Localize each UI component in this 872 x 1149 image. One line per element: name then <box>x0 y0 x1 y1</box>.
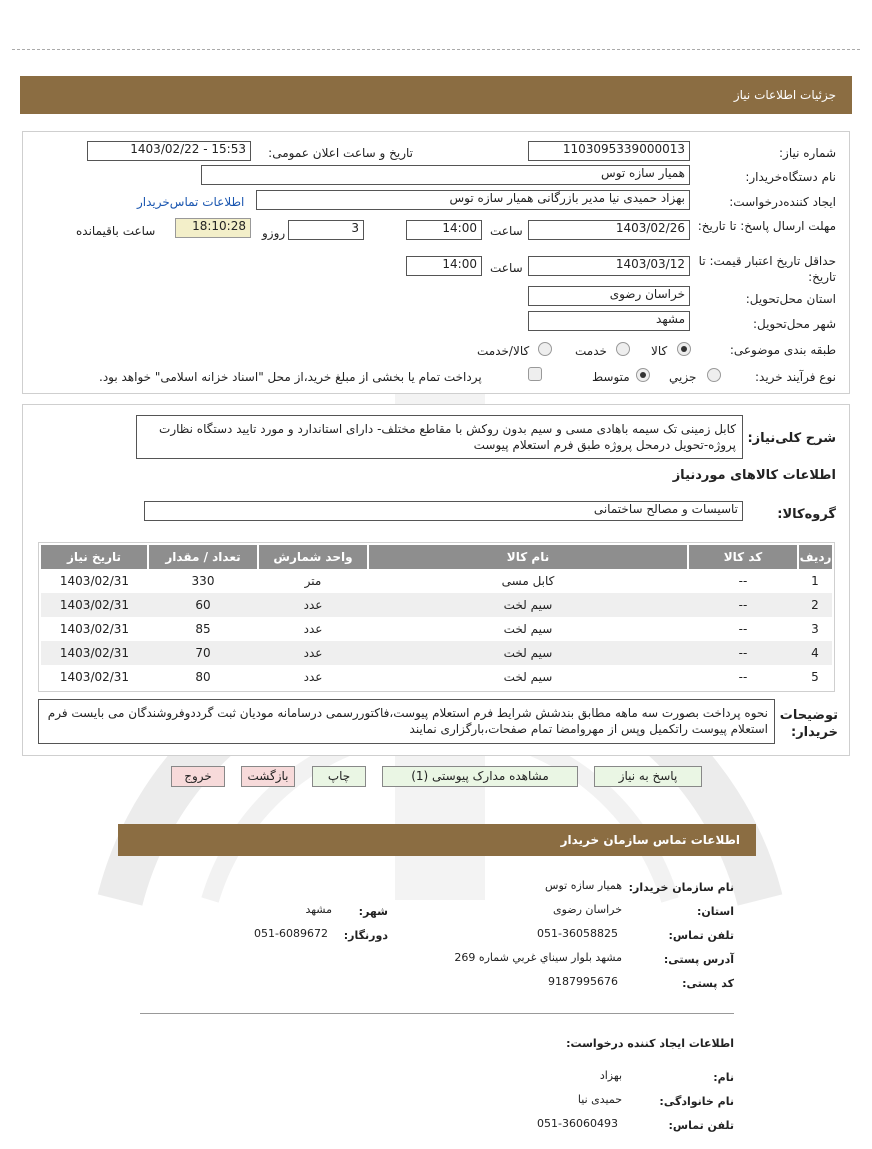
cell-name: سیم لخت <box>503 670 553 684</box>
buyer-notes-text: نحوه پرداخت بصورت سه ماهه مطابق بندشش شرایط فرم استعلام پیوست،فاکتوررسمی درسامانه مودیان ثبت گرددوفروشندگان می بایست فرم استعلام پیوست راتکمیل وپس از مهروامضا تمام صفحات،بارگزاری نمایند <box>38 699 775 744</box>
page-title: جزئیات اطلاعات نیاز <box>733 88 836 102</box>
province-field: خراسان رضوی <box>528 286 690 306</box>
validity-time-field: 14:00 <box>406 256 482 276</box>
category-option-service: خدمت <box>575 344 607 358</box>
province-label: استان محل‌تحویل: <box>745 292 836 306</box>
cell-date: 1403/02/31 <box>41 641 148 665</box>
page-header <box>20 76 852 114</box>
deadline-time-label: ساعت <box>490 224 523 238</box>
view-attachments-button[interactable]: مشاهده مدارک پیوستی (1) <box>382 766 578 787</box>
col-unit: واحد شمارش <box>258 545 368 569</box>
creator-phone-value: 051-36060493 <box>537 1117 618 1130</box>
col-row: ردیف <box>798 545 832 569</box>
cell-date: 1403/02/31 <box>59 670 130 684</box>
contact-header <box>118 824 756 856</box>
cell-unit: عدد <box>303 670 323 684</box>
cell-name: سیم لخت <box>368 593 688 617</box>
process-radio-minor[interactable] <box>707 368 721 382</box>
category-label: طبقه بندی موضوعی: <box>729 343 836 357</box>
postal-code-label: کد پستی: <box>682 977 734 990</box>
reply-button[interactable]: پاسخ به نیاز <box>594 766 702 787</box>
deadline-date-field: 1403/02/26 <box>528 220 690 240</box>
announce-label: تاریخ و ساعت اعلان عمومی: <box>268 146 413 160</box>
col-code: کد کالا <box>688 545 798 569</box>
deadline-time-field: 14:00 <box>406 220 482 240</box>
print-button[interactable]: چاپ <box>312 766 366 787</box>
validity-time-label: ساعت <box>490 261 523 275</box>
city-label: شهر محل‌تحویل: <box>752 317 836 331</box>
exit-button[interactable]: خروج <box>171 766 225 787</box>
summary-text: کابل زمینی تک سیمه باهادی مسی و سیم بدون روکش با مقاطع مختلف- دارای استاندارد و مورد تایید دستگاه نظارت پروژه-تحویل درمحل پروژه طبق فرم استعلام پیوست <box>136 415 743 459</box>
category-radio-both[interactable] <box>538 342 552 356</box>
treasury-payment-note: پرداخت تمام یا بخشی از مبلغ خرید،از محل "اسناد خزانه اسلامی" خواهد بود. <box>99 370 482 384</box>
process-label: نوع فرآیند خرید: <box>755 370 836 384</box>
summary-label: شرح کلی‌نیاز: <box>747 431 836 446</box>
remaining-label: ساعت باقیمانده <box>76 224 156 238</box>
org-name-value: همیار سازه توس <box>545 879 622 892</box>
cell-date: 1403/02/31 <box>41 593 148 617</box>
need-number-label: شماره نیاز: <box>779 146 836 160</box>
table-row <box>41 617 832 641</box>
col-name: نام کالا <box>368 545 688 569</box>
phone-label: تلفن تماس: <box>668 929 734 942</box>
cell-qty: 70 <box>148 641 258 665</box>
cell-row: 3 <box>811 622 819 636</box>
cell-unit: متر <box>304 574 322 588</box>
creator-family-label: نام خانوادگی: <box>659 1095 734 1108</box>
table-row <box>41 569 832 593</box>
process-option-medium: متوسط <box>592 370 630 384</box>
days-field: 3 <box>288 220 364 240</box>
creator-name-value: بهزاد <box>599 1069 622 1082</box>
buyer-field: همیار سازه توس <box>201 165 690 185</box>
creator-label: ایجاد کننده‌درخواست: <box>729 195 836 209</box>
cell-code: -- <box>738 574 748 588</box>
goods-group-label: گروه‌کالا: <box>777 507 836 522</box>
buyer-notes-label: توضیحات خریدار: <box>779 708 838 740</box>
table-row <box>41 665 832 689</box>
province-contact-label: استان: <box>697 905 734 918</box>
org-name-label: نام سازمان خریدار: <box>628 881 734 894</box>
province-contact-value: خراسان رضوی <box>552 903 622 916</box>
city-contact-label: شهر: <box>358 905 388 918</box>
cell-code: -- <box>688 641 798 665</box>
table-row <box>41 641 832 665</box>
cell-date: 1403/02/31 <box>59 622 130 636</box>
cell-row: 2 <box>798 593 832 617</box>
cell-unit: عدد <box>258 593 368 617</box>
creator-family-value: حمیدی نیا <box>577 1093 622 1106</box>
treasury-payment-checkbox[interactable] <box>528 367 542 381</box>
cell-row: 1 <box>811 574 819 588</box>
buyer-contact-link[interactable]: اطلاعات تماس‌خریدار <box>137 195 245 209</box>
address-label: آدرس پستی: <box>663 953 734 966</box>
top-divider <box>12 49 860 50</box>
cell-code: -- <box>738 622 748 636</box>
cell-name: سیم لخت <box>503 622 553 636</box>
buyer-label: نام دستگاه‌خریدار: <box>745 170 836 184</box>
fax-value: 051-6089672 <box>254 927 328 940</box>
table-row <box>41 593 832 617</box>
fax-label: دورنگار: <box>343 929 388 942</box>
cell-unit: عدد <box>258 641 368 665</box>
category-option-both: کالا/خدمت <box>477 344 530 358</box>
cell-row: 5 <box>811 670 819 684</box>
creator-name-label: نام: <box>713 1071 734 1084</box>
goods-group-field: تاسیسات و مصالح ساختمانی <box>144 501 743 521</box>
remaining-time-field: 18:10:28 <box>175 218 251 238</box>
validity-label: حداقل تاریخ اعتبار قیمت: تا تاریخ: <box>698 254 836 284</box>
creator-field: بهزاد حمیدی نیا مدیر بازرگانی همیار سازه توس <box>256 190 690 210</box>
items-table-wrapper <box>38 542 835 692</box>
col-qty: تعداد / مقدار <box>148 545 258 569</box>
category-radio-service[interactable] <box>616 342 630 356</box>
category-option-goods: کالا <box>651 344 668 358</box>
items-table-header <box>41 545 832 569</box>
cell-row: 4 <box>798 641 832 665</box>
contact-divider <box>140 1013 734 1014</box>
cell-code: -- <box>738 670 748 684</box>
category-radio-goods[interactable] <box>677 342 691 356</box>
cell-unit: عدد <box>303 622 323 636</box>
need-number-field: 1103095339000013 <box>528 141 690 161</box>
phone-value: 051-36058825 <box>537 927 618 940</box>
cell-qty: 330 <box>191 574 215 588</box>
process-option-minor: جزیي <box>669 370 697 384</box>
contact-title: اطلاعات تماس سازمان خریدار <box>560 833 740 847</box>
cell-qty: 80 <box>195 670 211 684</box>
items-table <box>41 545 832 689</box>
cell-qty: 60 <box>148 593 258 617</box>
address-value: مشهد بلوار سیناي غربي شماره 269 <box>454 951 622 964</box>
goods-info-title: اطلاعات کالاهای مورد‌نیاز <box>672 468 836 483</box>
col-date: تاریخ نیاز <box>41 545 148 569</box>
creator-info-title: اطلاعات ایجاد کننده درخواست: <box>566 1037 734 1050</box>
days-label: روزو <box>262 226 286 240</box>
announce-value: 1403/02/22 - 15:53 <box>130 142 246 156</box>
deadline-label: مهلت ارسال پاسخ: تا تاریخ: <box>697 219 836 233</box>
cell-name: کابل مسی <box>501 574 555 588</box>
city-field: مشهد <box>528 311 690 331</box>
cell-code: -- <box>688 593 798 617</box>
validity-date-field: 1403/03/12 <box>528 256 690 276</box>
city-contact-value: مشهد <box>305 903 332 916</box>
announce-field <box>87 141 251 161</box>
back-button[interactable]: بازگشت <box>241 766 295 787</box>
creator-phone-label: تلفن تماس: <box>668 1119 734 1132</box>
postal-code-value: 9187995676 <box>548 975 618 988</box>
cell-name: سیم لخت <box>368 641 688 665</box>
cell-qty: 85 <box>195 622 211 636</box>
cell-date: 1403/02/31 <box>59 574 130 588</box>
process-radio-medium[interactable] <box>636 368 650 382</box>
